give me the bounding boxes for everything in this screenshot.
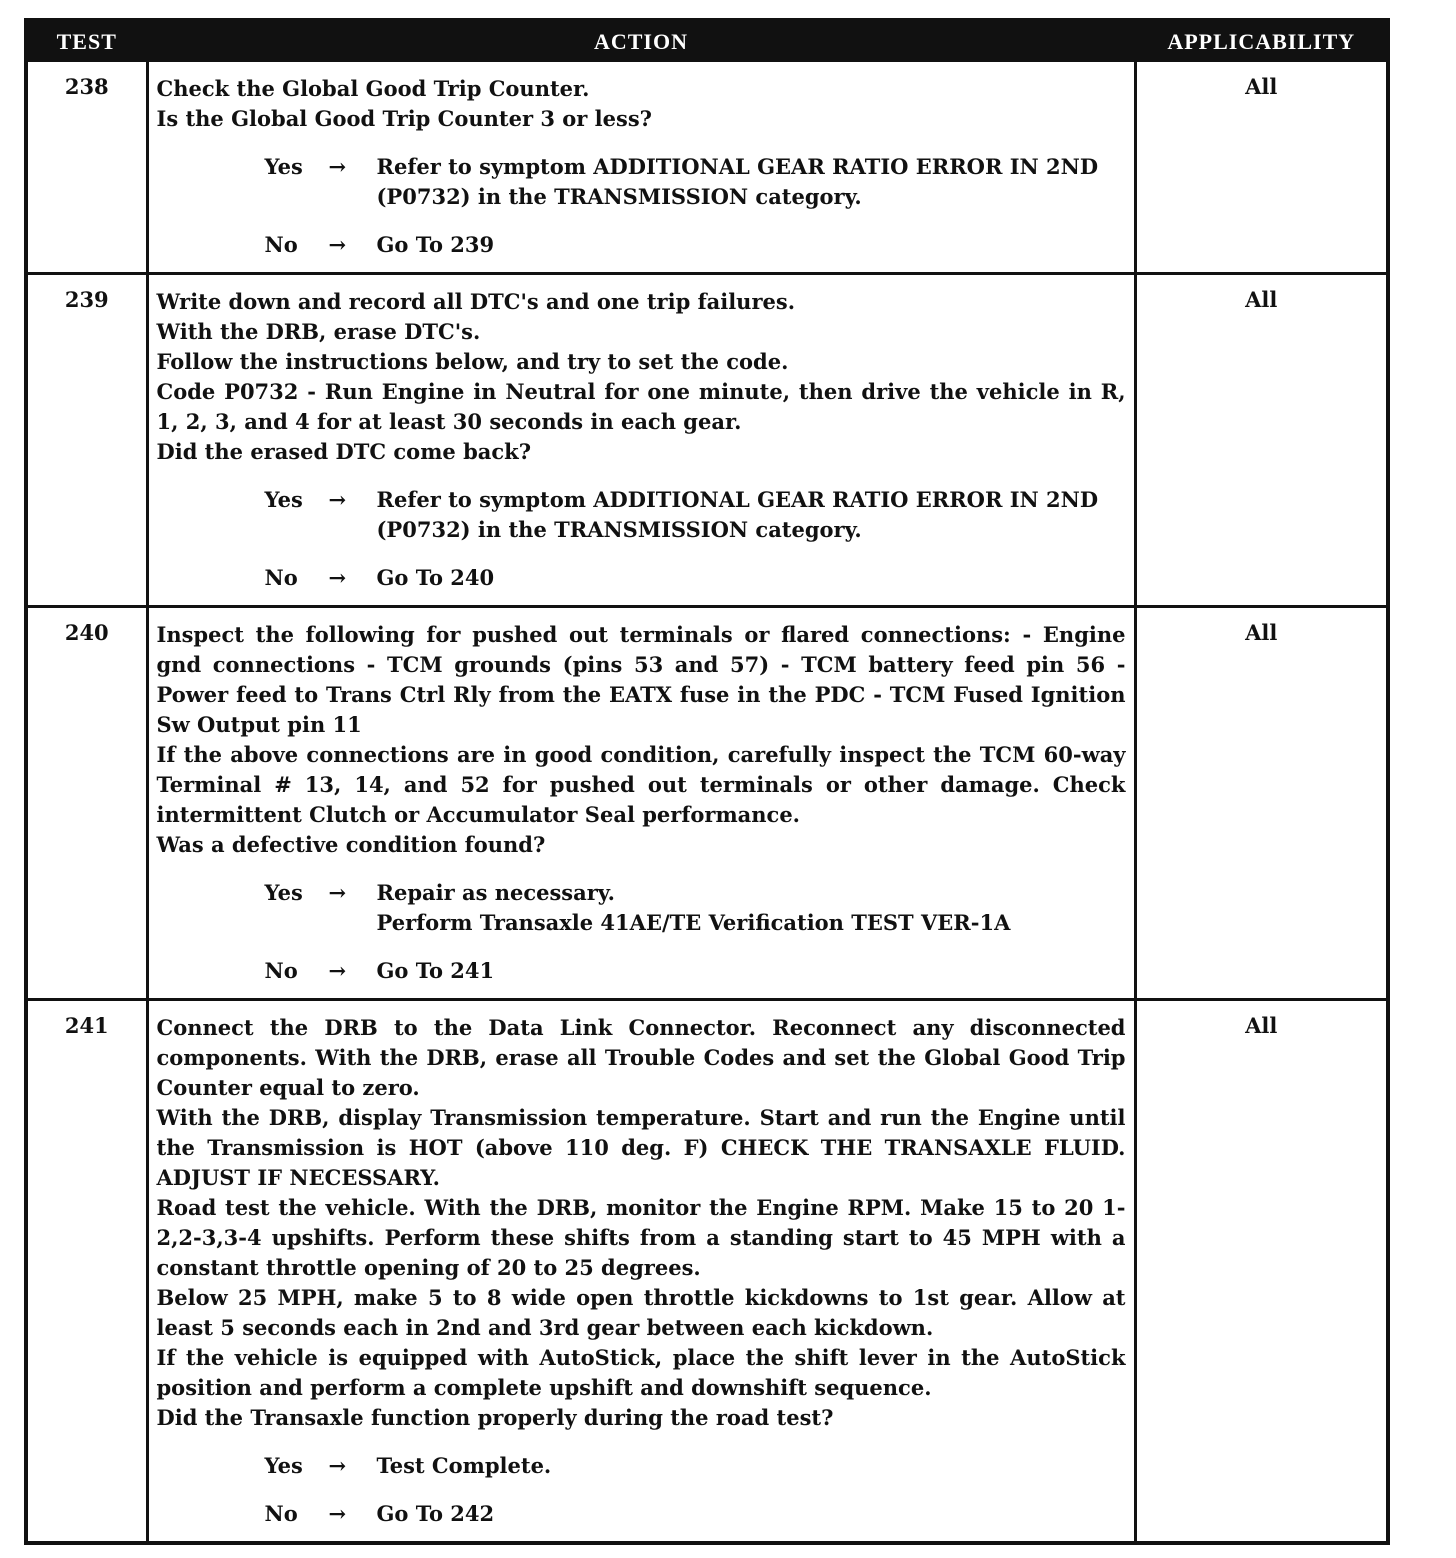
outcome-yes [265, 1451, 1126, 1481]
action-instruction: With the DRB, erase DTC's. [156, 319, 481, 344]
applicability-cell: All [1135, 62, 1386, 274]
outcome-list [157, 485, 1126, 593]
outcome-yes-text [377, 878, 1126, 938]
outcome-yes [265, 878, 1126, 938]
outcome-yes-label: Yes [264, 154, 303, 179]
outcome-line: Go To 239 [376, 232, 495, 257]
outcome-no-text [377, 956, 1126, 986]
test-number: 239 [28, 274, 147, 607]
action-instruction: If the vehicle is equipped with AutoStick, place the shift lever in the AutoStick position and perform a complete upshift and downshift sequence. [156, 1345, 1126, 1400]
outcome-line: Go To 241 [376, 958, 495, 983]
outcome-yes [265, 485, 1126, 545]
table-row [28, 1000, 1386, 1542]
test-number: 240 [28, 607, 147, 1000]
right-arrow-icon: → [328, 565, 347, 590]
outcome-list [157, 1451, 1126, 1529]
outcome-line: Repair as necessary. [376, 880, 615, 905]
action-instruction: Inspect the following for pushed out terminals or flared connections: - Engine gnd connections - TCM grounds (pins 53 and 57) - TCM battery feed pin 56 - Power feed to Trans Ctrl Rly from the EATX fuse in the PDC - TCM Fused Ignition Sw Output pin 11 [156, 622, 1126, 737]
outcome-line: Go To 242 [376, 1501, 495, 1526]
action-instruction: Was a defective condition found? [156, 832, 546, 857]
action-instruction: Below 25 MPH, make 5 to 8 wide open throttle kickdowns to 1st gear. Allow at least 5 seconds each in 2nd and 3rd gear between each kickdown. [156, 1285, 1126, 1340]
outcome-no [265, 956, 1126, 986]
right-arrow-icon: → [328, 1453, 347, 1478]
action-instruction: Road test the vehicle. With the DRB, monitor the Engine RPM. Make 15 to 20 1-2,2-3,3-4 upshifts. Perform these shifts from a standing start to 45 MPH with a constant throttle opening of 20 to 25 degrees. [156, 1195, 1126, 1280]
outcome-yes [265, 152, 1126, 212]
table-row [28, 62, 1386, 274]
applicability-cell: All [1135, 274, 1386, 607]
action-instruction: Is the Global Good Trip Counter 3 or less? [156, 106, 652, 131]
outcome-yes-text [377, 1451, 1126, 1481]
outcome-yes-label: Yes [264, 487, 303, 512]
outcome-list [157, 878, 1126, 986]
applicability-cell: All [1135, 607, 1386, 1000]
table-body [28, 62, 1386, 1541]
right-arrow-icon: → [328, 880, 347, 905]
outcome-line: Test Complete. [376, 1453, 552, 1478]
outcome-no [265, 563, 1126, 593]
outcome-line: Go To 240 [376, 565, 495, 590]
right-arrow-icon: → [328, 232, 347, 257]
table-header-row [28, 22, 1386, 62]
outcome-list [157, 152, 1126, 260]
diagnostic-table [28, 22, 1386, 1541]
outcome-yes-text [377, 485, 1126, 545]
action-instruction: Did the Transaxle function properly during the road test? [156, 1405, 834, 1430]
action-instruction: Did the erased DTC come back? [156, 439, 532, 464]
outcome-line: Perform Transaxle 41AE/TE Verification TEST VER-1A [376, 910, 1011, 935]
outcome-no-text [377, 563, 1126, 593]
outcome-no-label: No [264, 958, 298, 983]
action-cell [147, 274, 1135, 607]
outcome-no-label: No [264, 232, 298, 257]
action-instruction: Follow the instructions below, and try to set the code. [156, 349, 789, 374]
action-cell [147, 1000, 1135, 1542]
action-instruction: With the DRB, display Transmission temperature. Start and run the Engine until the Transmission is HOT (above 110 deg. F) CHECK THE TRANSAXLE FLUID. ADJUST IF NECESSARY. [156, 1105, 1126, 1190]
outcome-no-label: No [264, 565, 298, 590]
outcome-yes-label: Yes [264, 880, 303, 905]
outcome-yes-text [377, 152, 1126, 212]
outcome-no-label: No [264, 1501, 298, 1526]
action-instruction: Connect the DRB to the Data Link Connector. Reconnect any disconnected components. With the DRB, erase all Trouble Codes and set the Global Good Trip Counter equal to zero. [156, 1015, 1126, 1100]
test-number: 238 [64, 74, 109, 99]
right-arrow-icon: → [328, 154, 347, 179]
outcome-line: Refer to symptom ADDITIONAL GEAR RATIO ERROR IN 2ND (P0732) in the TRANSMISSION category. [376, 154, 1099, 209]
action-cell [147, 62, 1135, 274]
table-row [28, 274, 1386, 607]
table-row [28, 607, 1386, 1000]
outcome-line: Refer to symptom ADDITIONAL GEAR RATIO ERROR IN 2ND (P0732) in the TRANSMISSION category. [376, 487, 1099, 542]
right-arrow-icon: → [328, 487, 347, 512]
action-instruction: If the above connections are in good condition, carefully inspect the TCM 60-way Terminal # 13, 14, and 52 for pushed out terminals or other damage. Check intermittent Clutch or Accumulator Seal performance. [156, 742, 1126, 827]
right-arrow-icon: → [328, 1501, 347, 1526]
action-instruction: Check the Global Good Trip Counter. [156, 76, 590, 101]
action-instruction: Write down and record all DTC's and one trip failures. [156, 289, 796, 314]
applicability-cell: All [1135, 1000, 1386, 1542]
header-test: TEST [28, 22, 147, 62]
outcome-no-text [377, 230, 1126, 260]
outcome-no [265, 1499, 1126, 1529]
header-applicability: APPLICABILITY [1135, 22, 1386, 62]
outcome-no [265, 230, 1126, 260]
outcome-yes-label: Yes [264, 1453, 303, 1478]
header-action: ACTION [147, 22, 1135, 62]
diagnostic-table-sheet [24, 18, 1390, 1545]
test-number: 241 [28, 1000, 147, 1542]
outcome-no-text [377, 1499, 1126, 1529]
action-cell [147, 607, 1135, 1000]
action-instruction: Code P0732 - Run Engine in Neutral for one minute, then drive the vehicle in R, 1, 2, 3, and 4 for at least 30 seconds in each gear. [156, 379, 1126, 434]
right-arrow-icon: → [328, 958, 347, 983]
